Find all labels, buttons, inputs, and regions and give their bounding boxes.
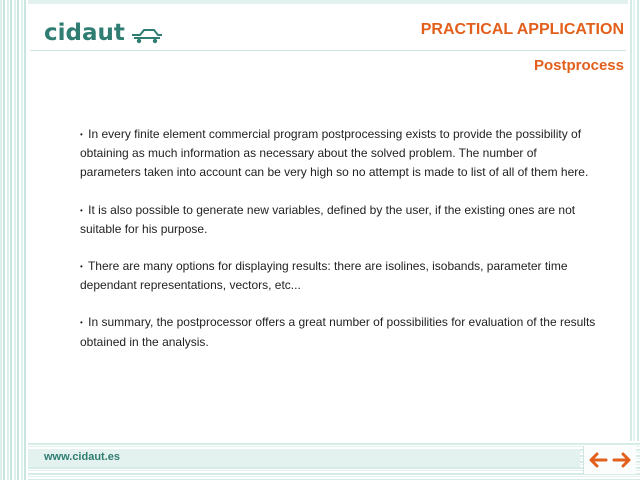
arrow-right-icon — [612, 452, 632, 468]
bullet-paragraph — [80, 313, 600, 351]
paragraph-text: It is also possible to generate new variables, defined by the user, if the existing ones are not suitable for his purpose. — [80, 202, 576, 236]
logo-text: cidaut — [44, 20, 125, 46]
bullet-icon: • — [80, 262, 83, 272]
bullet-icon: • — [80, 318, 83, 328]
slide-content — [80, 125, 600, 370]
cidaut-logo — [44, 20, 164, 46]
paragraph-text: In summary, the postprocessor offers a great number of possibilities for evaluation of the results obtained in the analysis. — [80, 315, 596, 349]
top-band — [28, 0, 628, 4]
arrow-left-icon — [588, 452, 608, 468]
right-decorative-stripes — [628, 0, 640, 480]
paragraph-text: In every finite element commercial program postprocessing exists to provide the possibility of obtaining as much information as necessary about the solved problem. The number of parameters taken into account can be very high so no attempt is made to list of all of them here. — [80, 127, 589, 180]
paragraph-text: There are many options for displaying results: there are isolines, isobands, parameter time dependant representations, vectors, etc... — [80, 259, 568, 293]
slide-navigation — [583, 446, 636, 474]
header-divider — [30, 50, 626, 51]
bullet-paragraph — [80, 257, 600, 295]
bullet-paragraph — [80, 125, 600, 183]
bullet-icon: • — [80, 130, 83, 139]
page-title: PRACTICAL APPLICATION — [420, 21, 624, 38]
bullet-icon: • — [80, 205, 83, 215]
bullet-paragraph — [80, 201, 600, 239]
previous-slide-button[interactable] — [587, 449, 609, 471]
car-logo-icon — [130, 26, 164, 44]
website-link[interactable]: www.cidaut.es — [44, 451, 121, 463]
left-decorative-stripes — [0, 0, 28, 480]
page-subtitle: Postprocess — [533, 57, 624, 74]
next-slide-button[interactable] — [611, 449, 633, 471]
